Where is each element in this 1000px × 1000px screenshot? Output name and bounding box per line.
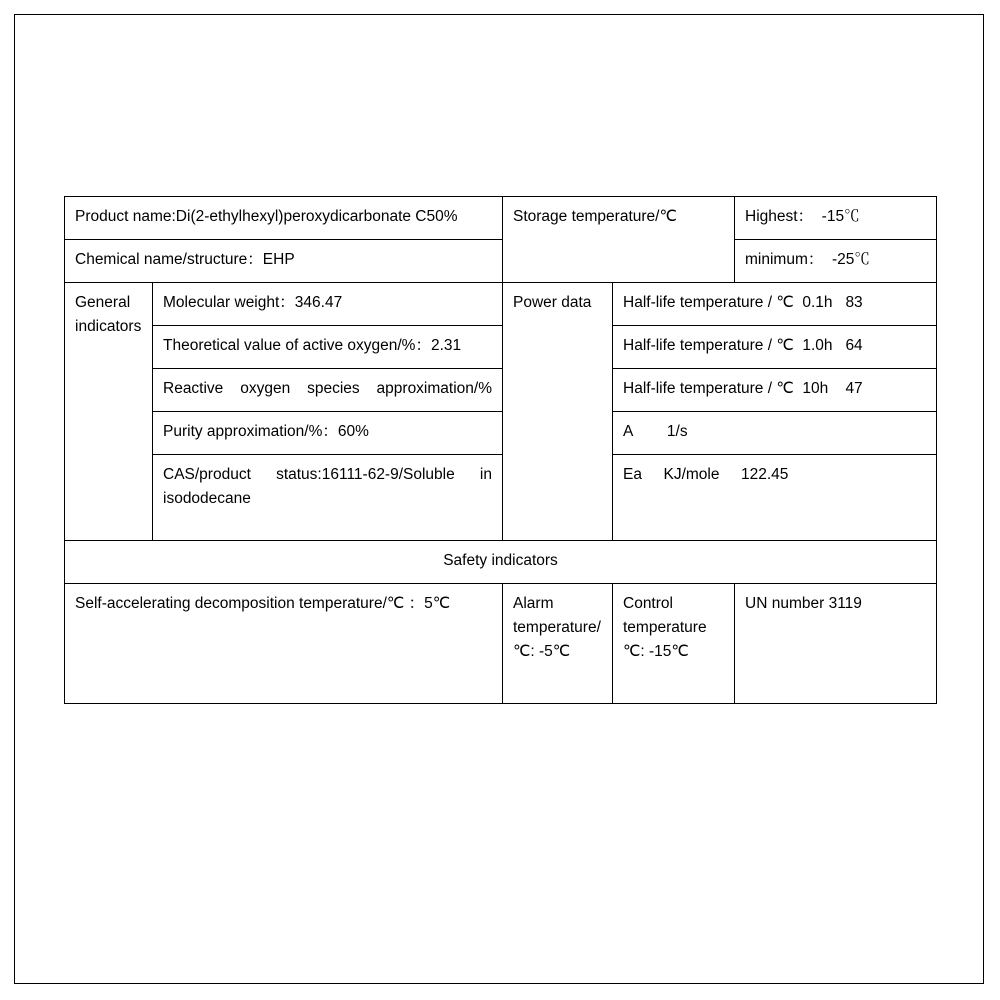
power-data-label: Power data (513, 294, 592, 312)
cell-half-life-10h (613, 369, 937, 412)
cell-reactive-oxygen (153, 369, 503, 412)
cell-alarm-temperature (503, 584, 613, 704)
specification-table (64, 196, 937, 704)
un-number-text: UN number 3119 (745, 595, 862, 613)
theoretical-active-oxygen-text: Theoretical value of active oxygen/%：2.31 (163, 337, 462, 355)
general-indicators-label: General indicators (75, 294, 142, 336)
storage-temperature-text: Storage temperature/℃ (513, 208, 677, 225)
cell-un-number (735, 584, 937, 704)
a-value-text: A 1/s (623, 423, 688, 441)
table-row (65, 541, 937, 584)
control-temperature-text: Control temperature ℃: -15℃ (623, 595, 711, 661)
ea-value-text: Ea KJ/mole 122.45 (623, 466, 789, 484)
table-row (65, 197, 937, 240)
reactive-oxygen-text: Reactive oxygen species approximation/% (163, 380, 492, 398)
cell-sadt (65, 584, 503, 704)
cell-control-temperature (613, 584, 735, 704)
minimum-temperature-text: minimum： -25℃ (745, 251, 870, 269)
cell-storage-temperature (503, 197, 735, 283)
cell-safety-indicators (65, 541, 937, 584)
purity-text: Purity approximation/%：60% (163, 423, 369, 441)
half-life-1h-text: Half-life temperature / ℃ 1.0h 64 (623, 337, 863, 355)
cell-power-data (503, 283, 613, 541)
cell-purity (153, 412, 503, 455)
table-row (65, 283, 937, 326)
table-row (65, 240, 937, 283)
highest-temperature-text: Highest： -15℃ (745, 208, 860, 225)
half-life-10h-text: Half-life temperature / ℃ 10h 47 (623, 380, 863, 398)
cell-product-name (65, 197, 503, 240)
table-row (65, 455, 937, 541)
cell-general-indicators (65, 283, 153, 541)
half-life-01h-text: Half-life temperature / ℃ 0.1h 83 (623, 294, 863, 312)
cell-molecular-weight (153, 283, 503, 326)
product-name-text: Product name:Di(2-ethylhexyl)peroxydicarbonate C50% (75, 208, 458, 225)
cell-highest-temperature (735, 197, 937, 240)
cell-chemical-name (65, 240, 503, 283)
table-row (65, 584, 937, 704)
cell-ea-value (613, 455, 937, 541)
cell-cas-product (153, 455, 503, 541)
specification-sheet (64, 196, 936, 704)
cell-a-value (613, 412, 937, 455)
molecular-weight-text: Molecular weight：346.47 (163, 294, 343, 312)
cell-half-life-1h (613, 326, 937, 369)
cell-half-life-01h (613, 283, 937, 326)
table-row (65, 412, 937, 455)
cell-minimum-temperature (735, 240, 937, 283)
cell-theoretical-active-oxygen (153, 326, 503, 369)
table-row (65, 369, 937, 412)
safety-indicators-label: Safety indicators (443, 552, 558, 570)
table-row (65, 326, 937, 369)
sadt-text: Self-accelerating decomposition temperature/℃ ：5℃ (75, 595, 451, 613)
chemical-name-text: Chemical name/structure：EHP (75, 251, 295, 269)
cas-product-text: CAS/product status:16111-62-9/Soluble in isododecane (163, 466, 497, 508)
alarm-temperature-text: Alarm temperature/℃: -5℃ (513, 595, 601, 661)
